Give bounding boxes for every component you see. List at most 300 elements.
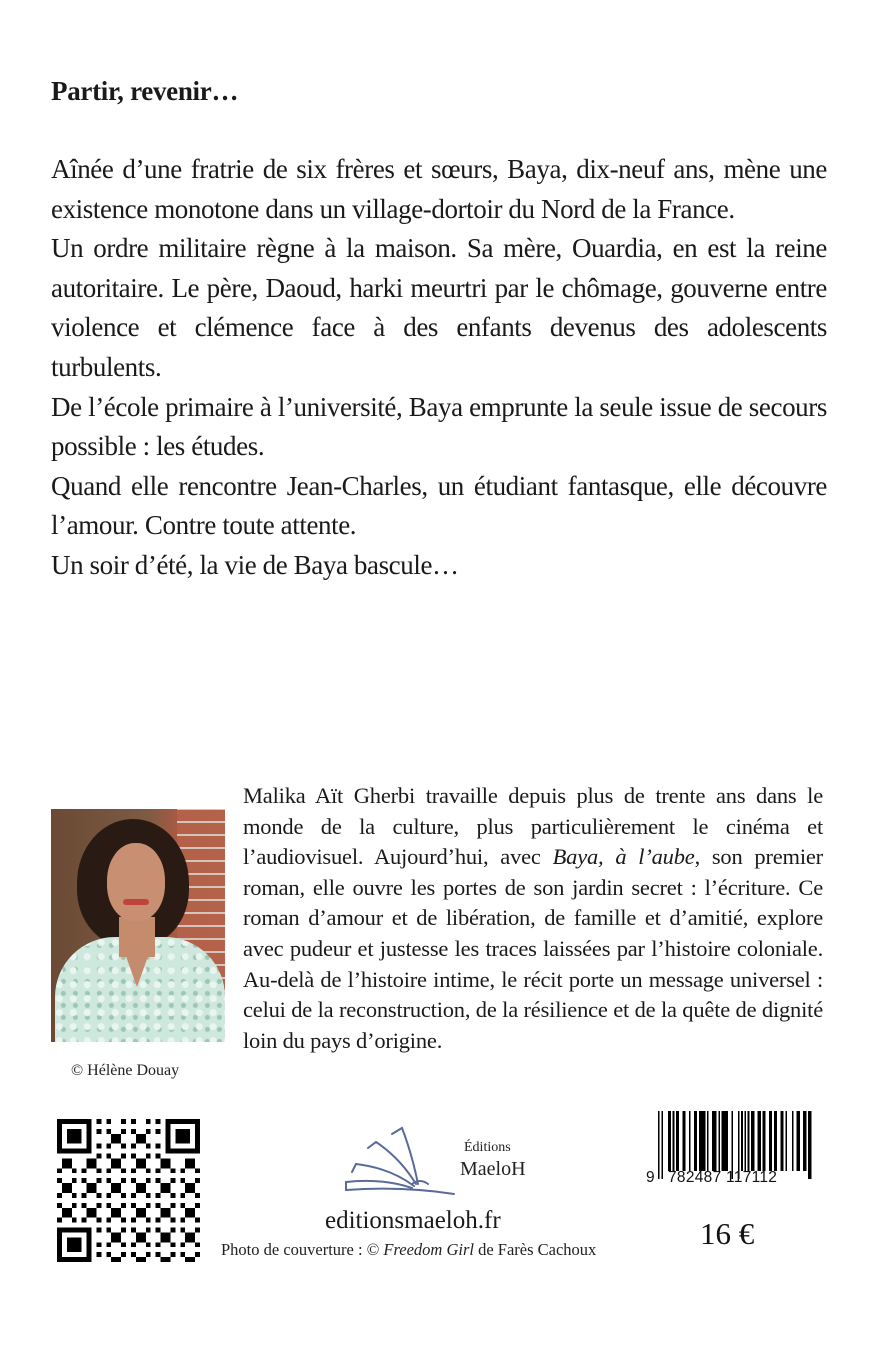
qr-module [116,1139,121,1144]
qr-module [72,1139,77,1144]
qr-module [77,1237,82,1242]
qr-module [195,1144,200,1149]
barcode-bar [684,1111,686,1171]
cover-credit-suffix: de Farès Cachoux [473,1240,597,1259]
qr-module [77,1242,82,1247]
qr-module [131,1203,136,1208]
barcode-bar [715,1111,717,1171]
qr-module [62,1208,67,1213]
qr-module [190,1213,195,1218]
qr-module [170,1193,175,1198]
qr-module [57,1252,62,1257]
qr-module [96,1144,101,1149]
barcode-bar [751,1111,753,1171]
qr-module [141,1257,146,1262]
qr-module [67,1227,72,1232]
cover-credit-work: Freedom Girl [383,1240,474,1259]
barcode-bar [759,1111,761,1171]
author-bio [243,781,823,1056]
qr-module [136,1237,141,1242]
blurb-paragraph: Un soir d’été, la vie de Baya bascule… [51,549,459,580]
isbn-first-digit: 9 [646,1169,655,1186]
qr-module [165,1257,170,1262]
qr-module [67,1213,72,1218]
qr-module [161,1188,166,1193]
qr-module [77,1134,82,1139]
qr-module [165,1139,170,1144]
qr-module [106,1252,111,1257]
barcode-bar [769,1111,771,1171]
qr-module [156,1154,161,1159]
qr-module [67,1158,72,1163]
qr-module [67,1149,72,1154]
qr-module [170,1242,175,1247]
qr-module [161,1213,166,1218]
qr-module [87,1163,92,1168]
qr-module [62,1188,67,1193]
qr-module [136,1213,141,1218]
qr-module [141,1237,146,1242]
qr-module [131,1193,136,1198]
photo-credit: © Hélène Douay [71,1062,180,1079]
qr-module [131,1144,136,1149]
barcode-bar [700,1111,702,1171]
qr-module [72,1178,77,1183]
qr-module [87,1257,92,1262]
qr-module [87,1188,92,1193]
qr-module [72,1134,77,1139]
qr-module [57,1232,62,1237]
qr-module [131,1227,136,1232]
qr-module [146,1168,151,1173]
qr-module [106,1144,111,1149]
qr-module [106,1193,111,1198]
qr-module [195,1119,200,1124]
barcode-bar [808,1111,810,1179]
qr-module [121,1154,126,1159]
qr-module [72,1203,77,1208]
author-photo [51,809,225,1042]
qr-module [106,1203,111,1208]
blurb-paragraph: Aînée d’une fratrie de six frères et sœurs, Baya, dix-neuf ans, mène une existence monotone dans un village-dortoir du Nord de la France. [51,154,827,224]
qr-module [116,1188,121,1193]
qr-module [180,1242,185,1247]
barcode-bar [774,1111,776,1171]
qr-module [82,1149,87,1154]
barcode-bar [762,1111,764,1171]
qr-module [57,1144,62,1149]
qr-module [57,1237,62,1242]
qr-module [92,1163,97,1168]
qr-module [156,1193,161,1198]
qr-module [195,1139,200,1144]
qr-module [82,1257,87,1262]
qr-module [170,1218,175,1223]
barcode-bar [775,1111,777,1171]
barcode-bar [727,1111,729,1171]
barcode-bar [658,1111,660,1179]
barcode-bar [785,1111,787,1171]
qr-module [87,1139,92,1144]
qr-module [96,1203,101,1208]
qr-module [180,1252,185,1257]
qr-module [185,1158,190,1163]
qr-module [67,1183,72,1188]
qr-module [96,1242,101,1247]
barcode-bar [712,1111,714,1171]
publisher-logo [342,1120,532,1200]
qr-module [111,1188,116,1193]
qr-module [170,1178,175,1183]
qr-module [185,1149,190,1154]
barcode-bar [780,1111,782,1171]
qr-module [106,1119,111,1124]
qr-module [195,1129,200,1134]
qr-module [62,1149,67,1154]
qr-module [106,1154,111,1159]
barcode-bar [702,1111,704,1171]
qr-module [146,1178,151,1183]
qr-module [67,1134,72,1139]
qr-module [165,1208,170,1213]
qr-module [96,1178,101,1183]
qr-module [161,1183,166,1188]
qr-module [165,1129,170,1134]
qr-module [72,1227,77,1232]
qr-module [72,1129,77,1134]
qr-module [87,1158,92,1163]
qr-module [87,1129,92,1134]
qr-module [195,1242,200,1247]
barcode-bar [792,1111,794,1171]
qr-module [92,1188,97,1193]
qr-module [116,1183,121,1188]
qr-module [121,1119,126,1124]
qr-module [57,1227,62,1232]
qr-module [136,1158,141,1163]
qr-module [87,1247,92,1252]
qr-module [87,1242,92,1247]
qr-module [180,1227,185,1232]
blurb-text [51,150,827,586]
qr-module [161,1232,166,1237]
qr-module [111,1237,116,1242]
qr-module [146,1252,151,1257]
qr-module [116,1163,121,1168]
qr-module [170,1149,175,1154]
qr-module [190,1257,195,1262]
qr-module [106,1227,111,1232]
qr-module [156,1129,161,1134]
qr-module [111,1158,116,1163]
qr-module [77,1139,82,1144]
qr-module [165,1188,170,1193]
qr-module [67,1139,72,1144]
qr-module [57,1119,62,1124]
qr-module [185,1139,190,1144]
qr-module [170,1227,175,1232]
qr-module [106,1242,111,1247]
qr-module [185,1208,190,1213]
qr-module [146,1129,151,1134]
qr-module [141,1208,146,1213]
barcode-bar [661,1111,663,1179]
blurb-title: Partir, revenir… [51,76,239,106]
barcode-bar [669,1111,671,1171]
qr-module [156,1168,161,1173]
qr-module [67,1242,72,1247]
qr-module [57,1247,62,1252]
qr-module [82,1193,87,1198]
qr-module [156,1178,161,1183]
qr-module [121,1218,126,1223]
qr-module [116,1208,121,1213]
qr-module [72,1168,77,1173]
qr-module [57,1242,62,1247]
qr-module [180,1203,185,1208]
qr-module [161,1158,166,1163]
qr-module [190,1119,195,1124]
qr-module [106,1129,111,1134]
qr-module [106,1218,111,1223]
open-book-icon [342,1120,462,1200]
qr-module [72,1247,77,1252]
qr-module [185,1134,190,1139]
qr-module [82,1168,87,1173]
qr-module [156,1119,161,1124]
qr-module [165,1119,170,1124]
qr-module [185,1119,190,1124]
qr-module [195,1134,200,1139]
qr-module [62,1257,67,1262]
qr-module [62,1227,67,1232]
qr-module [136,1163,141,1168]
qr-module [82,1119,87,1124]
qr-module [67,1208,72,1213]
qr-module [195,1203,200,1208]
qr-module [121,1242,126,1247]
qr-module [96,1227,101,1232]
barcode-bar [722,1111,724,1171]
qr-module [96,1193,101,1198]
qr-module [170,1119,175,1124]
qr-module [62,1158,67,1163]
qr-module [190,1163,195,1168]
barcode-bar [741,1111,743,1171]
qr-module [121,1168,126,1173]
qr-module [67,1119,72,1124]
qr-module [165,1149,170,1154]
qr-module [67,1247,72,1252]
qr-code[interactable] [57,1119,200,1262]
qr-module [161,1163,166,1168]
qr-module [121,1203,126,1208]
qr-module [111,1232,116,1237]
qr-module [131,1129,136,1134]
photo-smile [123,899,149,905]
qr-module [116,1232,121,1237]
qr-module [185,1163,190,1168]
qr-module [87,1208,92,1213]
qr-module [156,1203,161,1208]
qr-module [87,1183,92,1188]
qr-module [165,1158,170,1163]
barcode-bar [725,1111,727,1171]
qr-module [72,1149,77,1154]
qr-module [87,1227,92,1232]
qr-module [57,1257,62,1262]
qr-module [87,1134,92,1139]
qr-module [175,1149,180,1154]
qr-module [87,1232,92,1237]
qr-module [67,1129,72,1134]
barcode-bar [707,1111,709,1171]
qr-module [67,1237,72,1242]
qr-module [111,1139,116,1144]
qr-module [141,1213,146,1218]
barcode-bar [764,1111,766,1171]
barcode-bar [696,1111,698,1171]
qr-module [185,1232,190,1237]
qr-module [57,1134,62,1139]
qr-module [141,1188,146,1193]
qr-module [136,1232,141,1237]
qr-module [146,1227,151,1232]
qr-module [77,1119,82,1124]
qr-module [67,1188,72,1193]
barcode-bar [797,1111,799,1171]
barcode-bar [782,1111,784,1171]
qr-module [180,1193,185,1198]
barcode-bar [704,1111,706,1171]
qr-module [165,1124,170,1129]
qr-module [116,1134,121,1139]
bio-text-1: Malika Aït Gherbi travaille depuis plus de trente ans dans le monde de la culture, plus particulièrement le cinéma et l’audiovisuel. Aujourd’hui, avec [243,783,823,870]
qr-module [131,1218,136,1223]
barcode-bar [798,1111,800,1171]
qr-module [190,1158,195,1163]
barcode-bar [678,1111,680,1171]
qr-module [161,1257,166,1262]
qr-module [180,1139,185,1144]
qr-module [165,1232,170,1237]
qr-module [146,1203,151,1208]
qr-module [111,1257,116,1262]
qr-module [111,1163,116,1168]
qr-module [195,1193,200,1198]
barcode-bar [676,1111,678,1171]
qr-module [180,1149,185,1154]
qr-module [121,1193,126,1198]
qr-module [195,1218,200,1223]
barcode-bar [744,1111,746,1171]
qr-module [92,1213,97,1218]
qr-module [156,1252,161,1257]
qr-module [87,1213,92,1218]
qr-module [156,1227,161,1232]
qr-module [72,1242,77,1247]
qr-module [161,1237,166,1242]
qr-module [72,1218,77,1223]
qr-module [92,1208,97,1213]
qr-module [136,1188,141,1193]
photo-face [107,843,165,921]
qr-module [195,1149,200,1154]
qr-module [87,1237,92,1242]
barcode-bar [748,1111,750,1171]
qr-module [156,1242,161,1247]
qr-module [77,1257,82,1262]
qr-module [67,1163,72,1168]
qr-module [106,1168,111,1173]
publisher-website[interactable]: editionsmaeloh.fr [325,1207,501,1234]
qr-module [106,1178,111,1183]
barcode-bar [753,1111,755,1171]
qr-module [57,1203,62,1208]
qr-module [62,1163,67,1168]
bio-book-title: Baya, à l’aube [552,844,695,870]
qr-module [121,1252,126,1257]
qr-module [185,1183,190,1188]
qr-module [170,1203,175,1208]
qr-module [87,1124,92,1129]
qr-module [116,1213,121,1218]
price: 16 € [700,1216,755,1251]
qr-module [87,1252,92,1257]
barcode-bar [805,1111,807,1171]
qr-module [82,1178,87,1183]
qr-module [180,1119,185,1124]
qr-module [141,1163,146,1168]
qr-module [77,1149,82,1154]
qr-module [185,1213,190,1218]
qr-module [111,1183,116,1188]
qr-module [146,1193,151,1198]
qr-module [136,1208,141,1213]
qr-module [57,1129,62,1134]
qr-module [121,1129,126,1134]
qr-module [175,1119,180,1124]
qr-module [121,1178,126,1183]
qr-module [121,1144,126,1149]
qr-module [62,1183,67,1188]
barcode-bar [673,1111,675,1171]
qr-module [180,1134,185,1139]
qr-module [165,1134,170,1139]
qr-module [165,1213,170,1218]
photo-neckline [119,937,155,987]
qr-module [96,1154,101,1159]
qr-module [92,1158,97,1163]
qr-module [131,1168,136,1173]
barcode-bar [718,1111,720,1171]
qr-module [165,1183,170,1188]
blurb-paragraph: De l’école primaire à l’université, Baya emprunte la seule issue de secours possible : les études. [51,391,827,462]
qr-module [116,1158,121,1163]
qr-module [82,1227,87,1232]
qr-module [165,1144,170,1149]
qr-module [195,1178,200,1183]
qr-module [146,1154,151,1159]
qr-module [72,1257,77,1262]
bio-text-2: , son premier roman, elle ouvre les portes de son jardin secret : l’écriture. Ce roman d’amour et de libération, de famille et d’amitié, explore avec pudeur et justesse les traces laissées par l’histoire coloniale. Au-delà de l’histoire intime, le récit porte un message universel : celui de la reconstruction, de la résilience et de la quête de dignité loin du pays d’origine. [243,844,823,1053]
qr-module [116,1257,121,1262]
qr-module [57,1193,62,1198]
qr-module [131,1119,136,1124]
barcode-bar [723,1111,725,1171]
qr-module [190,1208,195,1213]
qr-module [72,1193,77,1198]
